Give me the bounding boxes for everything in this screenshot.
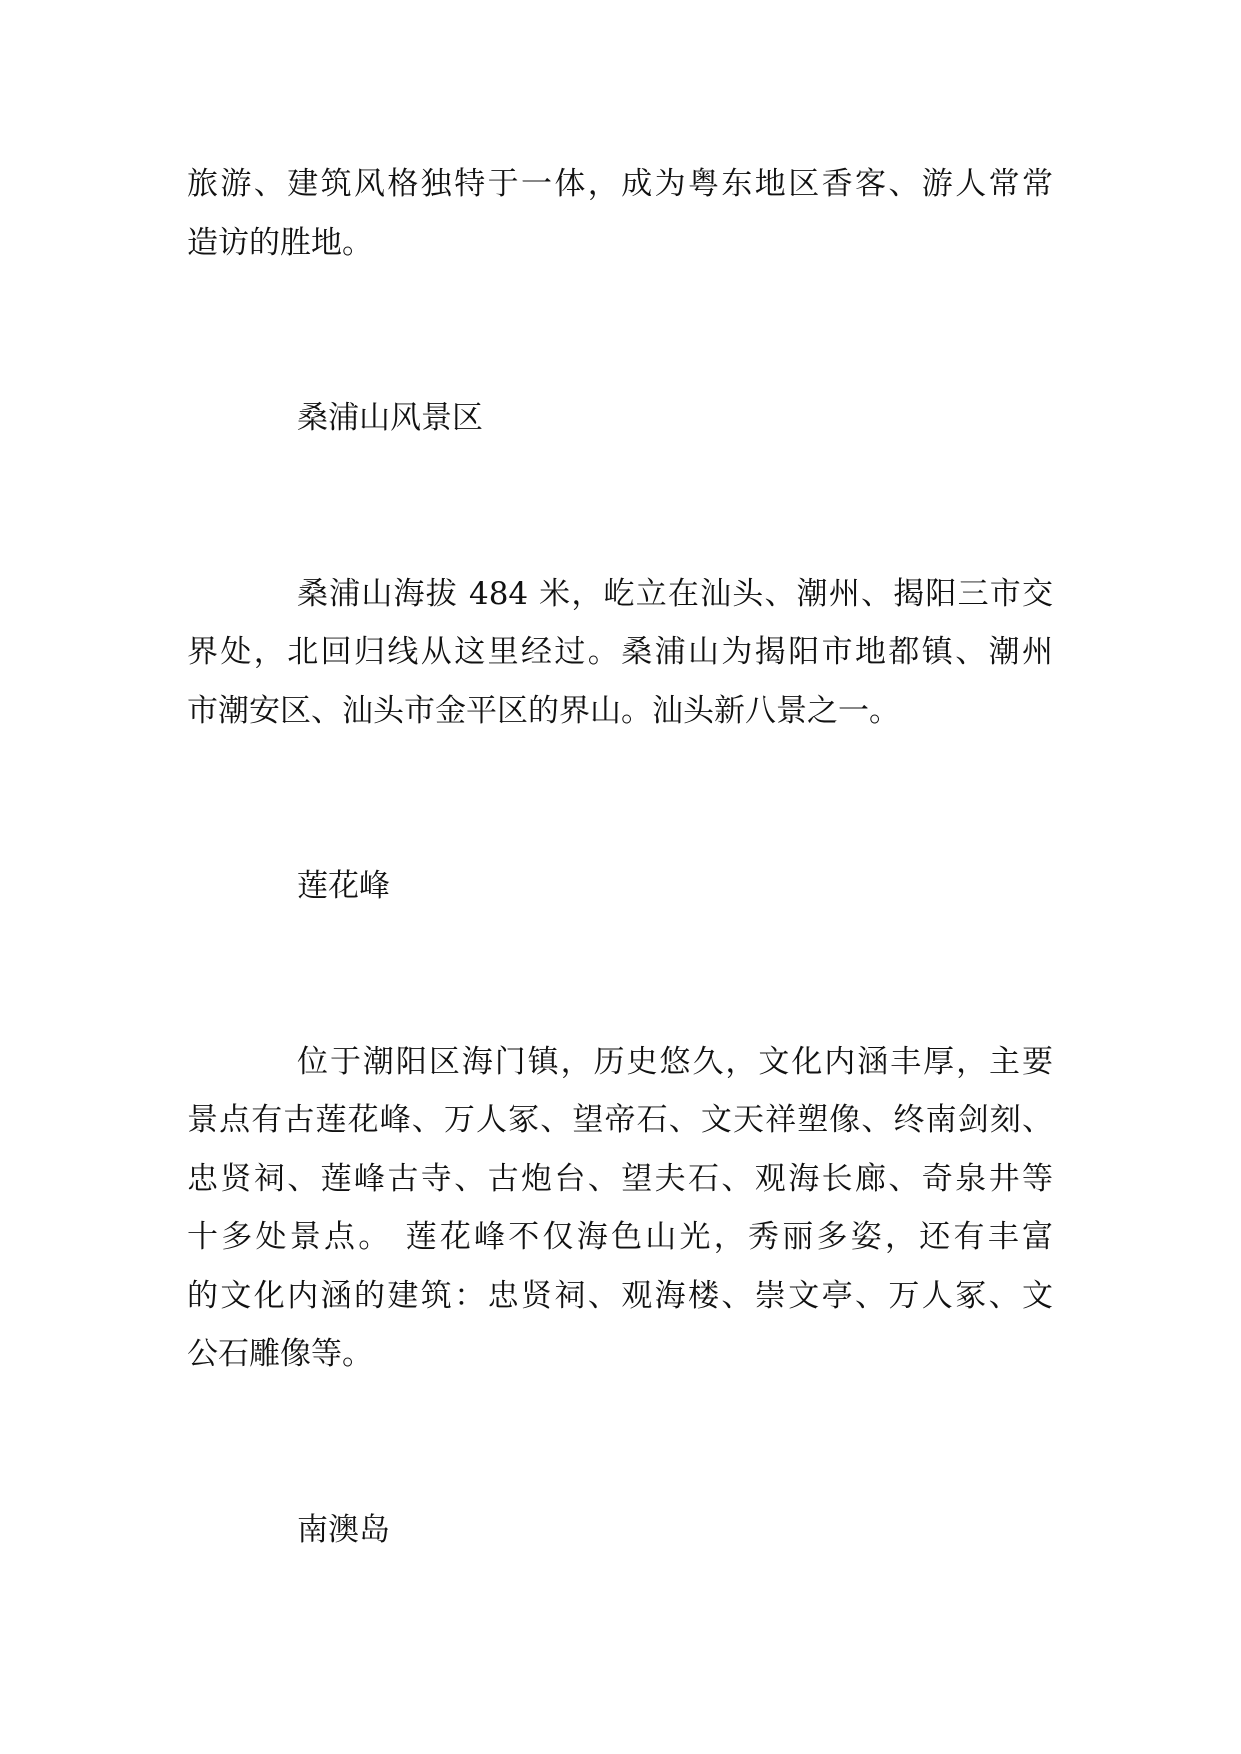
section-heading [187, 1501, 1053, 1560]
paragraph-line: 十多处景点。 莲花峰不仅海色山光，秀丽多姿，还有丰富 [187, 1219, 1053, 1255]
paragraph-line: 公石雕像等。 [187, 1336, 373, 1372]
section-heading-text: 南澳岛 [297, 1511, 390, 1548]
section-heading [187, 857, 1053, 916]
paragraph-line: 忠贤祠、莲峰古寺、古炮台、望夫石、观海长廊、奇泉井等 [187, 1160, 1053, 1197]
paragraph-line: 造访的胜地。 [187, 224, 373, 261]
paragraph-line: 界处，北回归线从这里经过。桑浦山为揭阳市地都镇、潮州 [187, 634, 1053, 670]
paragraph [187, 155, 1053, 272]
section-heading-text: 桑浦山风景区 [297, 400, 483, 436]
section-heading [187, 389, 1053, 448]
paragraph [187, 1033, 1053, 1384]
paragraph-line: 桑浦山海拔 484 米，屹立在汕头、潮州、揭阳三市交 [297, 575, 1053, 612]
paragraph-line: 市潮安区、汕头市金平区的界山。汕头新八景之一。 [187, 692, 900, 729]
paragraph-line: 位于潮阳区海门镇，历史悠久，文化内涵丰厚，主要 [297, 1043, 1053, 1080]
paragraph [187, 565, 1053, 741]
section-heading-text: 莲花峰 [297, 868, 390, 904]
paragraph-line: 的文化内涵的建筑：忠贤祠、观海楼、崇文亭、万人冢、文 [187, 1277, 1053, 1314]
paragraph-line: 旅游、建筑风格独特于一体，成为粤东地区香客、游人常常 [187, 166, 1053, 202]
document-body [187, 155, 1053, 1676]
paragraph-line: 景点有古莲花峰、万人冢、望帝石、文天祥塑像、终南剑刻、 [187, 1102, 1053, 1138]
